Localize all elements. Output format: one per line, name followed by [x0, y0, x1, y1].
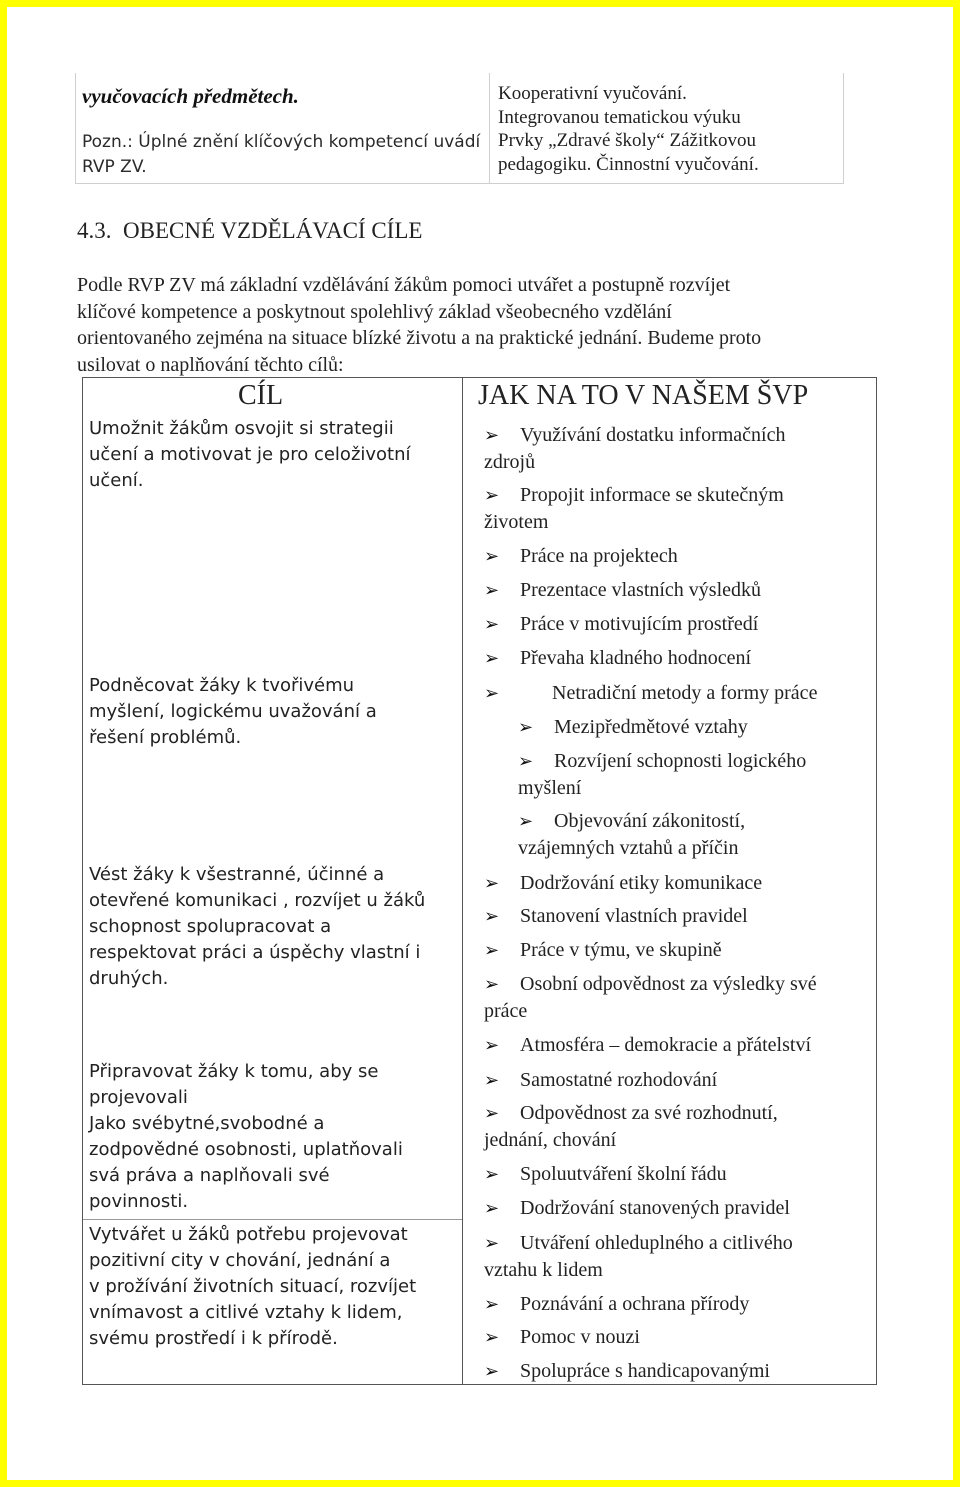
bullet-arrow-icon: ➢ — [484, 485, 500, 506]
bullet-arrow-icon: ➢ — [484, 906, 500, 927]
intro-line: usilovat o naplňování těchto cílů: — [77, 353, 344, 376]
method-text-continued: myšlení — [518, 777, 582, 799]
method-text-continued: zdrojů — [484, 451, 536, 473]
bullet-arrow-icon: ➢ — [484, 425, 500, 446]
method-text: Využívání dostatku informačních — [520, 424, 786, 446]
method-text: Poznávání a ochrana přírody — [520, 1293, 750, 1315]
goal-line: učení a motivovat je pro celoživotní — [89, 444, 411, 465]
method-text: Osobní odpovědnost za výsledky své — [520, 973, 817, 995]
method-text: Spolupráce s handicapovanými — [520, 1360, 770, 1382]
goal-divider — [83, 1219, 462, 1220]
goal-line: Připravovat žáky k tomu, aby se — [89, 1061, 379, 1082]
goal-line: Podněcovat žáky k tvořivému — [89, 675, 355, 696]
goal-line: řešení problémů. — [89, 727, 242, 748]
goals-table-divider — [462, 378, 463, 1384]
method-text: Atmosféra – demokracie a přátelství — [520, 1034, 811, 1056]
goal-line: Umožnit žákům osvojit si strategii — [89, 418, 394, 439]
top-right-text — [498, 82, 759, 176]
method-text: Netradiční metody a formy práce — [552, 682, 818, 704]
goal-item — [89, 1059, 429, 1215]
method-text: Propojit informace se skutečným — [520, 484, 784, 506]
bullet-arrow-icon: ➢ — [484, 1294, 500, 1315]
method-item — [484, 645, 870, 672]
bullet-arrow-icon: ➢ — [484, 940, 500, 961]
method-item — [484, 422, 870, 475]
bullet-arrow-icon: ➢ — [484, 648, 500, 669]
method-item — [484, 1100, 870, 1153]
method-item — [518, 714, 870, 741]
bullet-arrow-icon: ➢ — [484, 1035, 500, 1056]
goal-line: zodpovědné osobnosti, uplatňovali — [89, 1139, 403, 1160]
method-text: Pomoc v nouzi — [520, 1326, 640, 1348]
top-left-note-line2: RVP ZV. — [82, 157, 147, 177]
section-title: 4.3. OBECNÉ VZDĚLÁVACÍ CÍLE — [77, 218, 423, 243]
top-table-divider — [489, 73, 490, 183]
method-text: Práce v motivujícím prostředí — [520, 613, 759, 635]
bullet-arrow-icon: ➢ — [484, 580, 500, 601]
method-item — [518, 748, 870, 801]
method-item — [484, 1161, 870, 1188]
bullet-arrow-icon: ➢ — [484, 1327, 500, 1348]
method-text-continued: práce — [484, 1000, 528, 1022]
bullet-arrow-icon: ➢ — [484, 1103, 500, 1124]
method-text: Práce na projektech — [520, 545, 678, 567]
top-left-note-line1: Pozn.: Úplné znění klíčových kompetencí uvádí — [82, 132, 481, 152]
method-item — [484, 680, 870, 707]
intro-line: Podle RVP ZV má základní vzdělávání žákům pomoci utvářet a postupně rozvíjet — [77, 274, 731, 296]
method-item — [518, 808, 870, 861]
goal-line: v prožívání životních situací, rozvíjet — [89, 1276, 417, 1297]
method-text: Stanovení vlastních pravidel — [520, 905, 748, 927]
goal-line: projevovali — [89, 1087, 188, 1108]
bullet-arrow-icon: ➢ — [518, 751, 534, 772]
method-item — [484, 1230, 870, 1283]
method-item — [484, 577, 870, 604]
bullet-arrow-icon: ➢ — [484, 683, 500, 704]
top-right-line: Kooperativní vyučování. — [498, 83, 687, 104]
method-item — [484, 482, 870, 535]
goal-line: učení. — [89, 470, 144, 491]
bullet-arrow-icon: ➢ — [484, 1070, 500, 1091]
method-item — [484, 971, 870, 1024]
method-item — [484, 870, 870, 897]
bullet-arrow-icon: ➢ — [518, 811, 534, 832]
method-text: Rozvíjení schopnosti logického — [554, 750, 807, 772]
goal-item — [89, 416, 439, 494]
method-text: Dodržování etiky komunikace — [520, 872, 763, 894]
intro-line: klíčové kompetence a poskytnout spolehlivý základ všeobecného vzdělání — [77, 300, 672, 323]
intro-paragraph — [77, 272, 761, 378]
method-item — [484, 611, 870, 638]
method-text-continued: životem — [484, 511, 549, 533]
method-text: Mezipředmětové vztahy — [554, 716, 748, 738]
method-text-continued: jednání, chování — [484, 1129, 617, 1151]
top-right-line: Prvky „Zdravé školy“ Zážitkovou — [498, 130, 757, 151]
method-item — [484, 1195, 870, 1222]
top-left-heading: vyučovacích předmětech. — [82, 84, 299, 108]
intro-line: orientovaného zejména na situace blízké životu a na praktické jednání. Budeme proto — [77, 327, 762, 349]
top-right-line: pedagogiku. Činnostní vyučování. — [498, 153, 759, 175]
bullet-arrow-icon: ➢ — [484, 614, 500, 635]
goal-line: vnímavost a citlivé vztahy k lidem, — [89, 1302, 403, 1323]
goal-line: Vést žáky k všestranné, účinné a — [89, 864, 385, 885]
goal-line: svému prostředí i k přírodě. — [89, 1328, 338, 1349]
goal-line: povinnosti. — [89, 1191, 189, 1212]
method-text: Převaha kladného hodnocení — [520, 647, 752, 669]
method-text-continued: vztahu k lidem — [484, 1259, 603, 1281]
goal-line: svá práva a naplňovali své — [89, 1165, 330, 1186]
bullet-arrow-icon: ➢ — [484, 1164, 500, 1185]
col-header-goal: CÍL — [238, 380, 284, 411]
method-text: Odpovědnost za své rozhodnutí, — [520, 1102, 778, 1124]
goal-line: schopnost spolupracovat a — [89, 916, 332, 937]
bullet-arrow-icon: ➢ — [484, 873, 500, 894]
method-item — [484, 1032, 870, 1059]
bullet-arrow-icon: ➢ — [484, 1361, 500, 1382]
method-text: Samostatné rozhodování — [520, 1069, 718, 1091]
method-item — [484, 1324, 870, 1351]
method-text: Prezentace vlastních výsledků — [520, 579, 762, 601]
method-text: Práce v týmu, ve skupině — [520, 939, 722, 961]
bullet-arrow-icon: ➢ — [484, 546, 500, 567]
top-right-line: Integrovanou tematickou výuku — [498, 106, 741, 128]
method-text: Spoluutváření školní řádu — [520, 1163, 727, 1185]
goal-line: otevřené komunikaci , rozvíjet u žáků — [89, 890, 426, 911]
goal-item — [89, 862, 439, 992]
method-item — [484, 937, 870, 964]
goal-item — [89, 1222, 439, 1352]
method-text: Dodržování stanovených pravidel — [520, 1197, 790, 1219]
bullet-arrow-icon: ➢ — [484, 1233, 500, 1254]
method-item — [484, 903, 870, 930]
bullet-arrow-icon: ➢ — [484, 1198, 500, 1219]
method-item — [484, 1291, 870, 1318]
goal-item — [89, 673, 439, 751]
bullet-arrow-icon: ➢ — [484, 974, 500, 995]
goal-line: Vytvářet u žáků potřebu projevovat — [89, 1224, 408, 1245]
method-text-continued: vzájemných vztahů a příčin — [518, 837, 739, 859]
bullet-arrow-icon: ➢ — [518, 717, 534, 738]
method-text: Objevování zákonitostí, — [554, 810, 746, 832]
method-item — [484, 543, 870, 570]
col-header-methods: JAK NA TO V NAŠEM ŠVP — [478, 380, 809, 411]
goal-line: druhých. — [89, 968, 169, 989]
method-text: Utváření ohleduplného a citlivého — [520, 1232, 793, 1254]
method-item — [484, 1067, 870, 1094]
goal-line: myšlení, logickému uvažování a — [89, 701, 377, 722]
goal-line: respektovat práci a úspěchy vlastní i — [89, 942, 421, 963]
method-item — [484, 1358, 870, 1385]
goal-line: pozitivní city v chování, jednání a — [89, 1250, 391, 1271]
goal-line: Jako svébytné,svobodné a — [89, 1113, 325, 1134]
